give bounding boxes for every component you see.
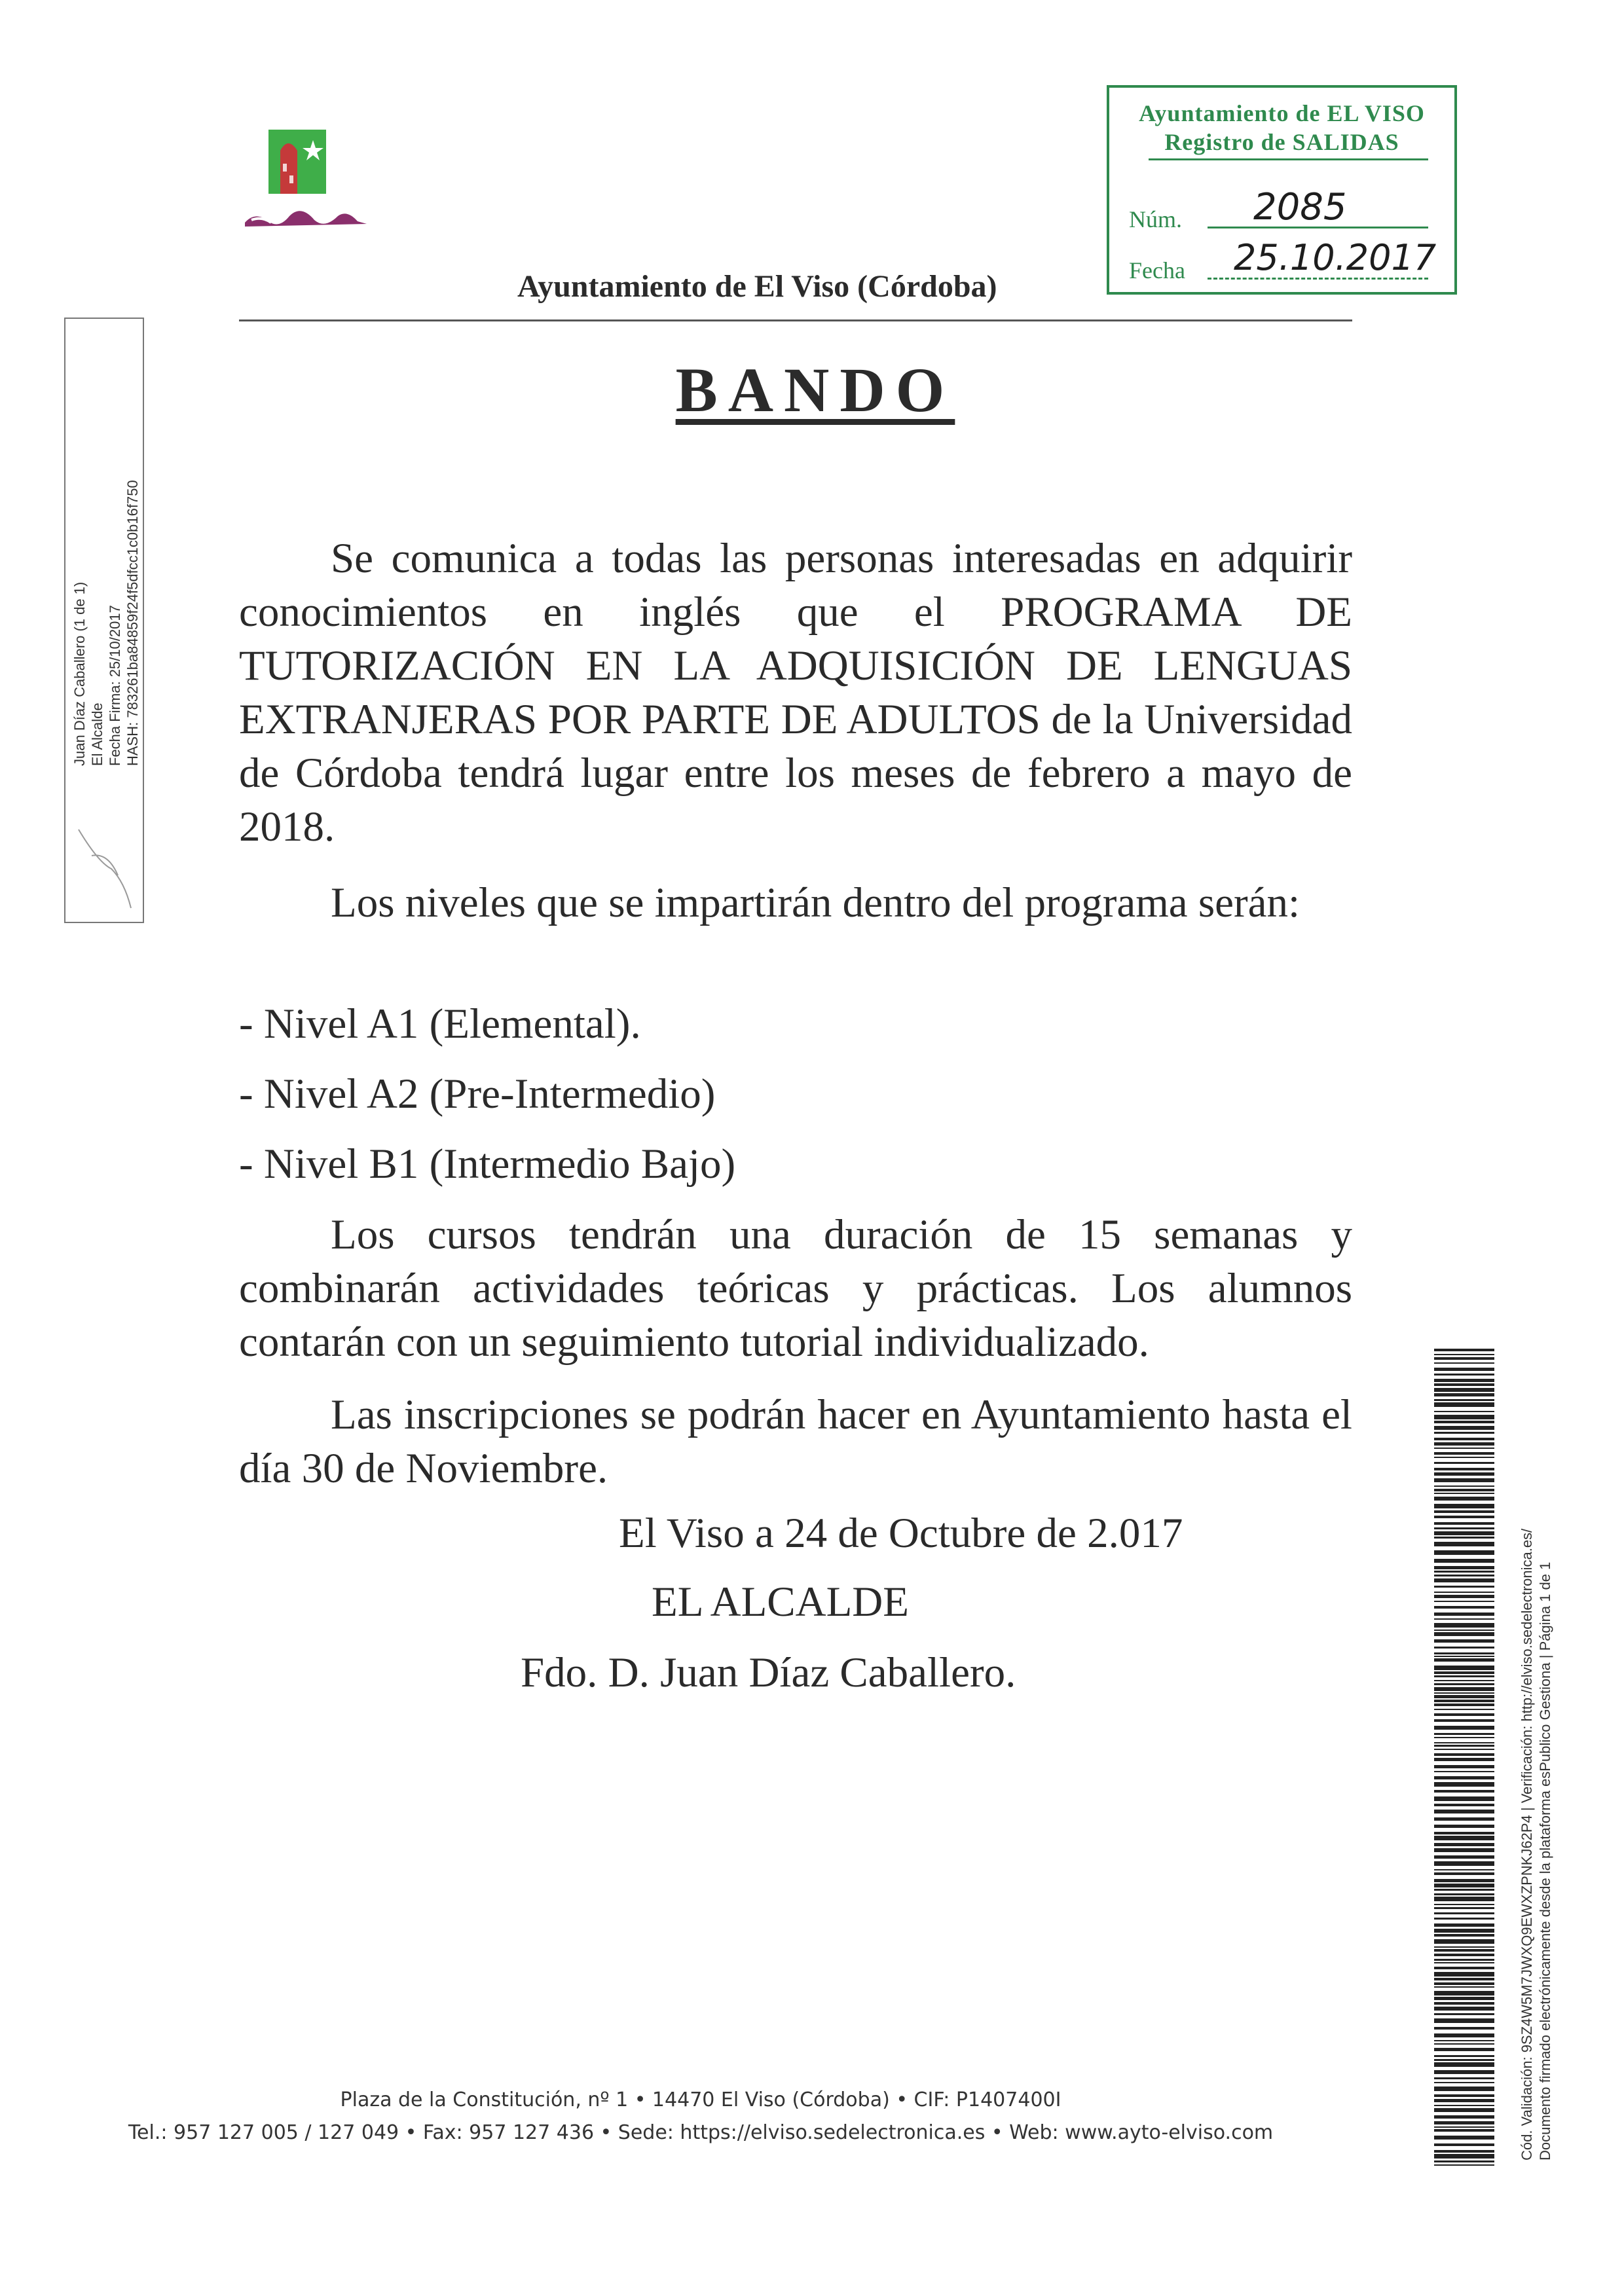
barcode-bar <box>1434 1516 1494 1518</box>
barcode-bar <box>1434 1904 1494 1905</box>
paragraph-registration: Las inscripciones se podrán hacer en Ayuntamiento hasta el día 30 de Noviembre. <box>239 1391 1352 1492</box>
validation-info <box>1518 1529 1555 2160</box>
barcode-bar <box>1434 1601 1494 1602</box>
barcode-bar <box>1434 1889 1494 1891</box>
barcode-bar <box>1434 1426 1494 1430</box>
barcode-bar <box>1434 1618 1494 1620</box>
validation-code: Cód. Validación: 9SZ4W5M7JWXQ9EWXZPNKJ62P4 | Verificación: http://elviso.sedelectronica.es/ <box>1519 1528 1535 2160</box>
barcode-bar <box>1434 1884 1494 1887</box>
barcode-bar <box>1434 2070 1494 2074</box>
barcode-bar <box>1434 1978 1494 1980</box>
barcode-bar <box>1434 2048 1494 2051</box>
barcode-bar <box>1434 2150 1494 2153</box>
barcode-bar <box>1434 1472 1494 1476</box>
header-divider <box>239 319 1352 321</box>
barcode-bar <box>1434 1630 1494 1631</box>
barcode-bar <box>1434 1982 1494 1985</box>
signature-role: El Alcalde <box>89 702 105 766</box>
barcode-bar <box>1434 1962 1494 1963</box>
barcode-bar <box>1434 2108 1494 2112</box>
barcode-bar <box>1434 1923 1494 1927</box>
stamp-date-value: 25.10.2017 <box>1234 237 1437 278</box>
barcode-bar <box>1434 1934 1494 1937</box>
barcode-bar <box>1434 1379 1494 1382</box>
validation-platform: Documento firmado electrónicamente desde la plataforma esPublico Gestiona | Página 1 de 1 <box>1537 1561 1553 2160</box>
stamp-number-line <box>1208 227 1428 228</box>
barcode-bar <box>1434 2121 1494 2124</box>
barcode-bar <box>1434 2077 1494 2079</box>
barcode-bar <box>1434 1652 1494 1654</box>
barcode-bar <box>1434 1578 1494 1582</box>
barcode-bar <box>1434 1991 1494 1995</box>
barcode-bar <box>1434 1468 1494 1470</box>
barcode-bar <box>1434 1680 1494 1681</box>
barcode-bar <box>1434 1527 1494 1529</box>
barcode-bar <box>1434 2007 1494 2011</box>
barcode-bar <box>1434 1411 1494 1412</box>
barcode-bar <box>1434 1817 1494 1821</box>
barcode-bar <box>1434 1810 1494 1813</box>
barcode-bar <box>1434 1986 1494 1988</box>
barcode-bar <box>1434 2013 1494 2015</box>
barcode-bar <box>1434 1709 1494 1710</box>
validation-barcode-icon <box>1434 1349 1494 2167</box>
barcode-bar <box>1434 1493 1494 1494</box>
barcode-bar <box>1434 1421 1494 1423</box>
barcode-bar <box>1434 1929 1494 1933</box>
barcode-bar <box>1434 1531 1494 1535</box>
barcode-bar <box>1434 1897 1494 1901</box>
stamp-date-label: Fecha <box>1129 257 1185 283</box>
paragraph-levels-intro: Los niveles que se impartirán dentro del programa serán: <box>331 879 1301 926</box>
stamp-title: Ayuntamiento de EL VISO <box>1139 100 1425 126</box>
barcode-bar <box>1434 1550 1494 1555</box>
barcode-bar <box>1434 1843 1494 1846</box>
registry-stamp <box>1107 85 1457 295</box>
footer-address: Plaza de la Constitución, nº 1 • 14470 El Viso (Córdoba) • CIF: P1407400I <box>340 2088 1061 2111</box>
barcode-bar <box>1434 1692 1494 1694</box>
barcode-bar <box>1434 1771 1494 1772</box>
barcode-bar <box>1434 1566 1494 1569</box>
signature-place-date: El Viso a 24 de Octubre de 2.017 <box>619 1510 1183 1557</box>
barcode-bar <box>1434 1586 1494 1588</box>
document-heading-text: BANDO <box>675 355 955 425</box>
barcode-bar <box>1434 1504 1494 1508</box>
paragraph-announcement: Se comunica a todas las personas interesadas en adquirir conocimientos en inglés que el PROGRAMA DE TUTORIZACIÓN EN LA ADQUISICIÓN DE LENGUAS EXTRANJERAS POR PARTE DE ADULTOS de la Universidad de Córdoba tendrá lugar entre los meses de febrero a mayo de 2018. <box>239 535 1352 850</box>
barcode-bar <box>1434 1687 1494 1691</box>
barcode-bar <box>1434 1497 1494 1501</box>
barcode-bar <box>1434 1399 1494 1401</box>
barcode-bar <box>1434 2040 1494 2041</box>
barcode-bar <box>1434 1537 1494 1539</box>
barcode-bar <box>1434 2043 1494 2045</box>
document-heading <box>0 354 1624 426</box>
barcode-bar <box>1434 1726 1494 1730</box>
barcode-bar <box>1434 2129 1494 2132</box>
barcode-bar <box>1434 2099 1494 2102</box>
barcode-bar <box>1434 1489 1494 1491</box>
barcode-bar <box>1434 1836 1494 1840</box>
barcode-bar <box>1434 2094 1494 2097</box>
barcode-bar <box>1434 1362 1494 1364</box>
barcode-bar <box>1434 1713 1494 1716</box>
barcode-bar <box>1434 1675 1494 1677</box>
barcode-bar <box>1434 1368 1494 1371</box>
barcode-bar <box>1434 1997 1494 2000</box>
barcode-bar <box>1434 1745 1494 1747</box>
barcode-bar <box>1434 1595 1494 1598</box>
barcode-bar <box>1434 1613 1494 1616</box>
stamp-number-value: 2085 <box>1253 186 1347 228</box>
barcode-bar <box>1434 1832 1494 1834</box>
barcode-bar <box>1434 1790 1494 1793</box>
barcode-bar <box>1434 1796 1494 1801</box>
stamp-number-label: Núm. <box>1129 206 1182 232</box>
barcode-bar <box>1434 1478 1494 1482</box>
barcode-bar <box>1434 1658 1494 1662</box>
barcode-bar <box>1434 1510 1494 1513</box>
footer-contact: Tel.: 957 127 005 / 127 049 • Fax: 957 127 436 • Sede: https://elviso.sedelectronica.es • Web: www.ayto-elviso.com <box>128 2121 1274 2144</box>
barcode-bar <box>1434 1457 1494 1458</box>
barcode-bar <box>1434 1737 1494 1738</box>
barcode-bar <box>1434 2027 1494 2030</box>
barcode-bar <box>1434 1571 1494 1573</box>
barcode-bar <box>1434 1415 1494 1419</box>
barcode-bar <box>1434 1825 1494 1828</box>
barcode-bar <box>1434 2033 1494 2037</box>
barcode-bar <box>1434 1388 1494 1392</box>
signature-info <box>71 480 141 766</box>
level-item: - Nivel A2 (Pre-Intermedio) <box>239 1070 716 1118</box>
barcode-bar <box>1434 1442 1494 1446</box>
barcode-bar <box>1434 1448 1494 1449</box>
stamp-divider <box>1149 158 1428 160</box>
barcode-bar <box>1434 1623 1494 1628</box>
barcode-bar <box>1434 1879 1494 1882</box>
barcode-bar <box>1434 1939 1494 1944</box>
barcode-bar <box>1434 2126 1494 2128</box>
barcode-bar <box>1434 1872 1494 1875</box>
signature-title: EL ALCALDE <box>652 1578 909 1626</box>
header-title: Ayuntamiento de El Viso (Córdoba) <box>517 269 997 304</box>
barcode-bar <box>1434 1758 1494 1761</box>
barcode-bar <box>1434 1542 1494 1546</box>
paragraph-course-duration: Los cursos tendrán una duración de 15 semanas y combinarán actividades teóricas y prácticas. Los alumnos contarán con un seguimiento tutorial individualizado. <box>239 1211 1352 1366</box>
barcode-bar <box>1434 1349 1494 1351</box>
barcode-bar <box>1434 1700 1494 1702</box>
barcode-bar <box>1434 2002 1494 2005</box>
barcode-bar <box>1434 1452 1494 1455</box>
barcode-bar <box>1434 1632 1494 1636</box>
barcode-bar <box>1434 1949 1494 1952</box>
barcode-bar <box>1434 1354 1494 1355</box>
barcode-bar <box>1434 1485 1494 1487</box>
barcode-bar <box>1434 1912 1494 1914</box>
barcode-bar <box>1434 1907 1494 1909</box>
barcode-bar <box>1434 1666 1494 1670</box>
barcode-bar <box>1434 1357 1494 1360</box>
barcode-bar <box>1434 1742 1494 1743</box>
barcode-bar <box>1434 1462 1494 1464</box>
barcode-bar <box>1434 2055 1494 2057</box>
barcode-bar <box>1434 1782 1494 1787</box>
barcode-bar <box>1434 1967 1494 1969</box>
barcode-bar <box>1434 1671 1494 1674</box>
barcode-bar <box>1434 2062 1494 2067</box>
barcode-bar <box>1434 2105 1494 2106</box>
barcode-bar <box>1434 1374 1494 1376</box>
barcode-bar <box>1434 1869 1494 1870</box>
barcode-bar <box>1434 2160 1494 2162</box>
signature-hash: HASH: 783261ba84859f24f5dfcc1c0b16f750 <box>124 480 141 766</box>
barcode-bar <box>1434 1592 1494 1593</box>
barcode-bar <box>1434 1683 1494 1685</box>
barcode-bar <box>1434 2082 1494 2083</box>
barcode-bar <box>1434 1848 1494 1852</box>
barcode-bar <box>1434 1383 1494 1386</box>
barcode-bar <box>1434 1639 1494 1643</box>
signature-name: Fdo. D. Juan Díaz Caballero. <box>521 1649 1016 1696</box>
barcode-bar <box>1434 2018 1494 2023</box>
barcode-bar <box>1434 1575 1494 1576</box>
barcode-bar <box>1434 2143 1494 2146</box>
barcode-bar <box>1434 1804 1494 1806</box>
barcode-bar <box>1434 1776 1494 1779</box>
barcode-bar <box>1434 1855 1494 1859</box>
barcode-bar <box>1434 1432 1494 1434</box>
barcode-bar <box>1434 1954 1494 1956</box>
level-item: - Nivel A1 (Elemental). <box>239 1000 641 1048</box>
barcode-bar <box>1434 1647 1494 1649</box>
level-item: - Nivel B1 (Intermedio Bajo) <box>239 1140 736 1188</box>
signature-scribble-icon <box>72 816 138 915</box>
barcode-bar <box>1434 1606 1494 1609</box>
signature-date: Fecha Firma: 25/10/2017 <box>107 605 123 766</box>
stamp-date-line <box>1208 278 1428 280</box>
barcode-bar <box>1434 1765 1494 1768</box>
barcode-bar <box>1434 1393 1494 1396</box>
barcode-bar <box>1434 1656 1494 1657</box>
barcode-bar <box>1434 2136 1494 2140</box>
barcode-bar <box>1434 2115 1494 2119</box>
barcode-bar <box>1434 1402 1494 1407</box>
barcode-bar <box>1434 1438 1494 1440</box>
barcode-bar <box>1434 1522 1494 1525</box>
barcode-bar <box>1434 2059 1494 2061</box>
stamp-subtitle: Registro de SALIDAS <box>1164 129 1399 155</box>
barcode-bar <box>1434 1861 1494 1866</box>
barcode-bar <box>1434 1918 1494 1920</box>
barcode-bar <box>1434 2086 1494 2091</box>
municipal-logo-icon <box>242 124 373 236</box>
signature-signer: Juan Díaz Caballero (1 de 1) <box>71 581 88 766</box>
barcode-bar <box>1434 1753 1494 1756</box>
barcode-bar <box>1434 1733 1494 1735</box>
barcode-bar <box>1434 1704 1494 1706</box>
barcode-bar <box>1434 1559 1494 1563</box>
barcode-bar <box>1434 1719 1494 1722</box>
barcode-bar <box>1434 2164 1494 2166</box>
barcode-bar <box>1434 1749 1494 1750</box>
barcode-bar <box>1434 1946 1494 1948</box>
barcode-bar <box>1434 2154 1494 2159</box>
barcode-bar <box>1434 1893 1494 1895</box>
barcode-bar <box>1434 1959 1494 1961</box>
barcode-bar <box>1434 1972 1494 1977</box>
barcode-bar <box>1434 1695 1494 1698</box>
